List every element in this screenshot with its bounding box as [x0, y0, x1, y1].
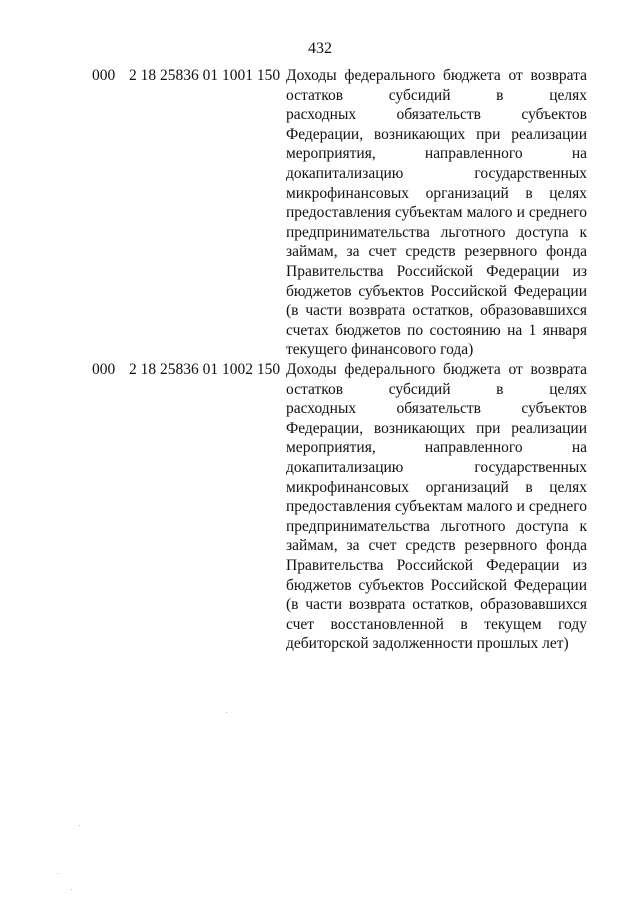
- scan-speck: [79, 825, 80, 826]
- description-line: мероприятия, направленного на: [286, 439, 587, 457]
- description-line: текущего финансового года): [286, 341, 474, 359]
- description-line: счетах бюджетов по состоянию на 1 января: [286, 321, 587, 339]
- scan-speck: [71, 889, 72, 890]
- description-line: займам, за счет средств резервного фонда: [286, 243, 587, 261]
- budget-classification-code: 2 18 25836 01 1001 150: [129, 67, 281, 84]
- description-line: Федерации, возникающих при реализации: [286, 125, 587, 143]
- income-description: [286, 360, 587, 654]
- description-line: предоставления субъектам малого и среднего: [286, 498, 587, 516]
- description-line: счет восстановленной в текущем году: [286, 615, 587, 633]
- description-line: расходных обязательств субъектов: [286, 106, 587, 124]
- description-line: займам, за счет средств резервного фонда: [286, 537, 587, 555]
- description-line: (в части возврата остатков, образовавшихся: [286, 302, 587, 320]
- description-line: бюджетов субъектов Российской Федерации: [286, 576, 587, 594]
- description-line: докапитализацию государственных: [286, 164, 587, 182]
- scan-speck: [226, 712, 227, 713]
- description-line: докапитализацию государственных: [286, 458, 587, 476]
- description-line: предпринимательства льготного доступа к: [286, 517, 587, 535]
- description-line: предпринимательства льготного доступа к: [286, 223, 587, 241]
- description-line: дебиторской задолженности прошлых лет): [286, 635, 569, 653]
- description-line: Доходы федерального бюджета от возврата: [286, 67, 587, 84]
- description-line: Доходы федерального бюджета от возврата: [286, 361, 587, 378]
- description-line: предоставления субъектам малого и среднего: [286, 204, 587, 222]
- page-number: 432: [308, 40, 332, 57]
- scan-speck: [57, 873, 58, 874]
- description-line: Федерации, возникающих при реализации: [286, 419, 587, 437]
- description-line: остатков субсидий в целях: [286, 86, 587, 104]
- description-line: остатков субсидий в целях: [286, 380, 587, 398]
- description-line: расходных обязательств субъектов: [286, 400, 587, 418]
- administrator-code: 000: [92, 361, 116, 378]
- description-line: (в части возврата остатков, образовавшихся: [286, 596, 587, 614]
- description-line: Правительства Российской Федерации из: [286, 556, 587, 574]
- description-line: бюджетов субъектов Российской Федерации: [286, 282, 587, 300]
- administrator-code: 000: [92, 67, 116, 84]
- description-line: микрофинансовых организаций в целях: [286, 184, 587, 202]
- description-line: Правительства Российской Федерации из: [286, 262, 587, 280]
- budget-classification-code: 2 18 25836 01 1002 150: [129, 361, 281, 378]
- description-line: микрофинансовых организаций в целях: [286, 478, 587, 496]
- description-line: мероприятия, направленного на: [286, 145, 587, 163]
- income-description: [286, 66, 587, 360]
